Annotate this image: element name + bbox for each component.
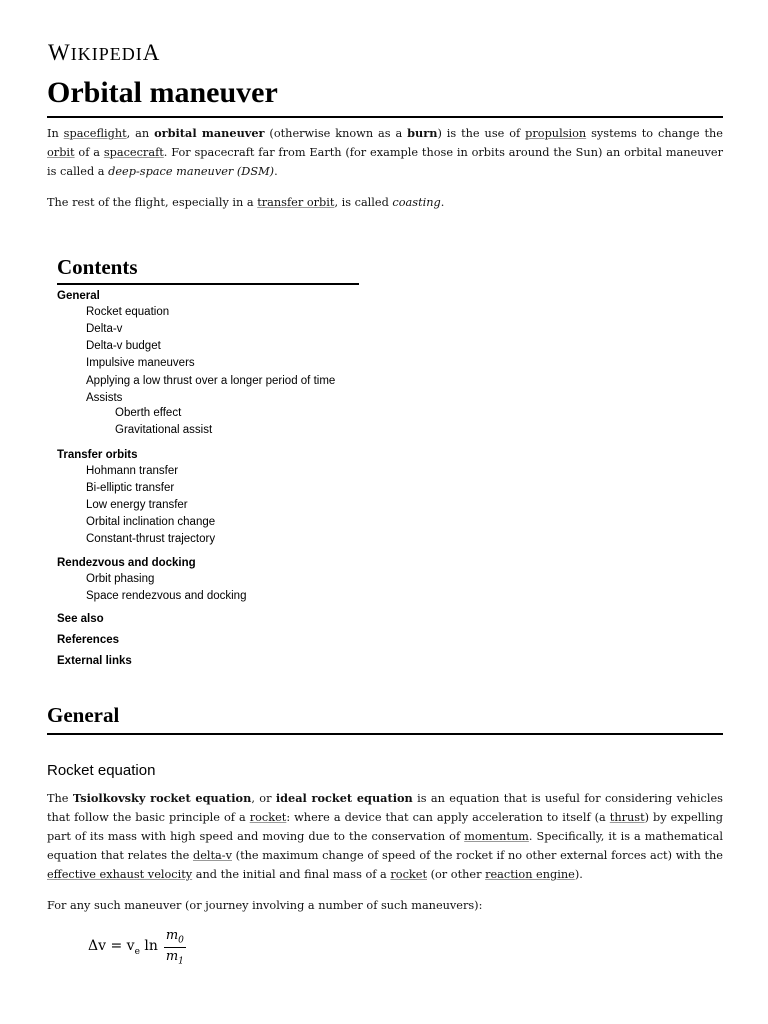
toc-item-impulsive-maneuvers[interactable]: Impulsive maneuvers bbox=[86, 357, 195, 369]
general-text: , or bbox=[251, 792, 276, 805]
intro-text: , is called bbox=[334, 196, 393, 209]
link-delta-v[interactable]: delta-v bbox=[192, 849, 232, 862]
intro-paragraph-1 bbox=[47, 124, 723, 181]
table-of-contents bbox=[57, 255, 377, 667]
general-text: . Specifically, it is a mathematical equation that relates the bbox=[47, 830, 723, 862]
intro-text: . bbox=[274, 165, 278, 178]
general-text: ideal rocket equation bbox=[275, 791, 413, 805]
toc-item-bi-elliptic-transfer[interactable]: Bi-elliptic transfer bbox=[86, 482, 175, 494]
link-spacecraft[interactable]: spacecraft bbox=[103, 146, 164, 159]
toc-item-see-also[interactable]: See also bbox=[57, 613, 104, 625]
intro-text: ) is the use of bbox=[437, 127, 526, 140]
intro-text: of a bbox=[74, 146, 104, 159]
general-text: (or other bbox=[427, 868, 486, 881]
page-title: Orbital maneuver bbox=[47, 76, 723, 118]
link-rocket[interactable]: rocket bbox=[249, 811, 287, 824]
toc-item-assists[interactable]: Assists bbox=[86, 392, 123, 404]
general-text: is an equation that is useful for considering vehicles that follow the basic principle of a bbox=[47, 792, 723, 824]
toc-item-general[interactable]: General bbox=[57, 290, 100, 302]
intro-text: coasting bbox=[392, 196, 441, 209]
toc-item-low-energy-transfer[interactable]: Low energy transfer bbox=[86, 499, 188, 511]
formula-lhs: $\Delta v = v_e$ ln bbox=[88, 937, 158, 957]
toc-item-hohmann-transfer[interactable]: Hohmann transfer bbox=[86, 465, 179, 477]
toc-item-constant-thrust-trajectory[interactable]: Constant-thrust trajectory bbox=[86, 533, 216, 545]
toc-item-references[interactable]: References bbox=[57, 634, 120, 646]
intro-text: , an bbox=[126, 127, 155, 140]
intro-paragraph-2 bbox=[47, 193, 723, 212]
toc-item-gravitational-assist[interactable]: Gravitational assist bbox=[115, 424, 213, 436]
link-orbit[interactable]: orbit bbox=[47, 146, 75, 159]
formula-denominator: $m_1$ bbox=[165, 948, 184, 967]
formula-fraction bbox=[164, 928, 186, 966]
link-reaction-engine[interactable]: reaction engine bbox=[485, 868, 575, 881]
toc-item-space-rendezvous-and-docking[interactable]: Space rendezvous and docking bbox=[86, 590, 247, 602]
toc-item-rocket-equation[interactable]: Rocket equation bbox=[86, 306, 170, 318]
intro-text: The rest of the flight, especially in a bbox=[47, 196, 258, 209]
link-spaceflight[interactable]: spaceflight bbox=[63, 127, 127, 140]
toc-title: Contents bbox=[57, 255, 359, 285]
link-momentum[interactable]: momentum bbox=[464, 830, 529, 843]
toc-item-oberth-effect[interactable]: Oberth effect bbox=[115, 407, 182, 419]
general-text: ) by expelling part of its mass with high speed and moving due to the conservation of bbox=[47, 811, 723, 843]
section-heading-general: General bbox=[47, 703, 723, 735]
subsection-heading-rocket-equation: Rocket equation bbox=[47, 762, 156, 779]
general-text: The bbox=[47, 792, 73, 805]
link-effective-exhaust-velocity[interactable]: effective exhaust velocity bbox=[47, 868, 193, 881]
intro-text: deep-space maneuver (DSM) bbox=[108, 165, 275, 178]
intro-text: systems to change the bbox=[586, 127, 723, 140]
link-thrust[interactable]: thrust bbox=[609, 811, 645, 824]
link-propulsion[interactable]: propulsion bbox=[525, 127, 587, 140]
general-text: Tsiolkovsky rocket equation bbox=[72, 791, 252, 805]
intro-text: orbital maneuver bbox=[154, 126, 265, 140]
rocket-equation-paragraph bbox=[47, 789, 723, 884]
toc-item-applying-a-low-thrust-over-a-longer-period-of-time[interactable]: Applying a low thrust over a longer period of time bbox=[86, 375, 336, 387]
toc-item-delta-v[interactable]: Delta-v bbox=[86, 323, 123, 335]
rocket-equation-formula bbox=[88, 928, 186, 966]
toc-item-external-links[interactable]: External links bbox=[57, 655, 132, 667]
intro-text: (otherwise known as a bbox=[264, 127, 408, 140]
general-text: : where a device that can apply acceleration to itself (a bbox=[286, 811, 610, 824]
general-text: (the maximum change of speed of the rocket if no other external forces act) with the bbox=[231, 849, 723, 862]
intro-text: In bbox=[47, 127, 64, 140]
intro-text: . bbox=[440, 196, 445, 209]
general-text: ). bbox=[574, 868, 583, 881]
toc-item-orbit-phasing[interactable]: Orbit phasing bbox=[86, 573, 155, 585]
toc-item-orbital-inclination-change[interactable]: Orbital inclination change bbox=[86, 516, 216, 528]
toc-item-delta-v-budget[interactable]: Delta-v budget bbox=[86, 340, 161, 352]
intro-text: burn bbox=[407, 126, 438, 140]
toc-item-transfer-orbits[interactable]: Transfer orbits bbox=[57, 449, 138, 461]
link-rocket[interactable]: rocket bbox=[390, 868, 427, 881]
intro-text: . For spacecraft far from Earth (for example those in orbits around the Sun) an orbital maneuver is called a bbox=[47, 146, 723, 178]
general-text: and the initial and final mass of a bbox=[192, 868, 391, 881]
logo-text: WIKIPEDIA bbox=[48, 40, 161, 65]
formula-numerator: $m_0$ bbox=[165, 928, 184, 946]
toc-item-rendezvous-and-docking[interactable]: Rendezvous and docking bbox=[57, 557, 196, 569]
rocket-equation-intro: For any such maneuver (or journey involving a number of such maneuvers): bbox=[47, 899, 483, 912]
wikipedia-logo[interactable] bbox=[48, 40, 160, 66]
link-transfer-orbit[interactable]: transfer orbit bbox=[257, 196, 335, 209]
